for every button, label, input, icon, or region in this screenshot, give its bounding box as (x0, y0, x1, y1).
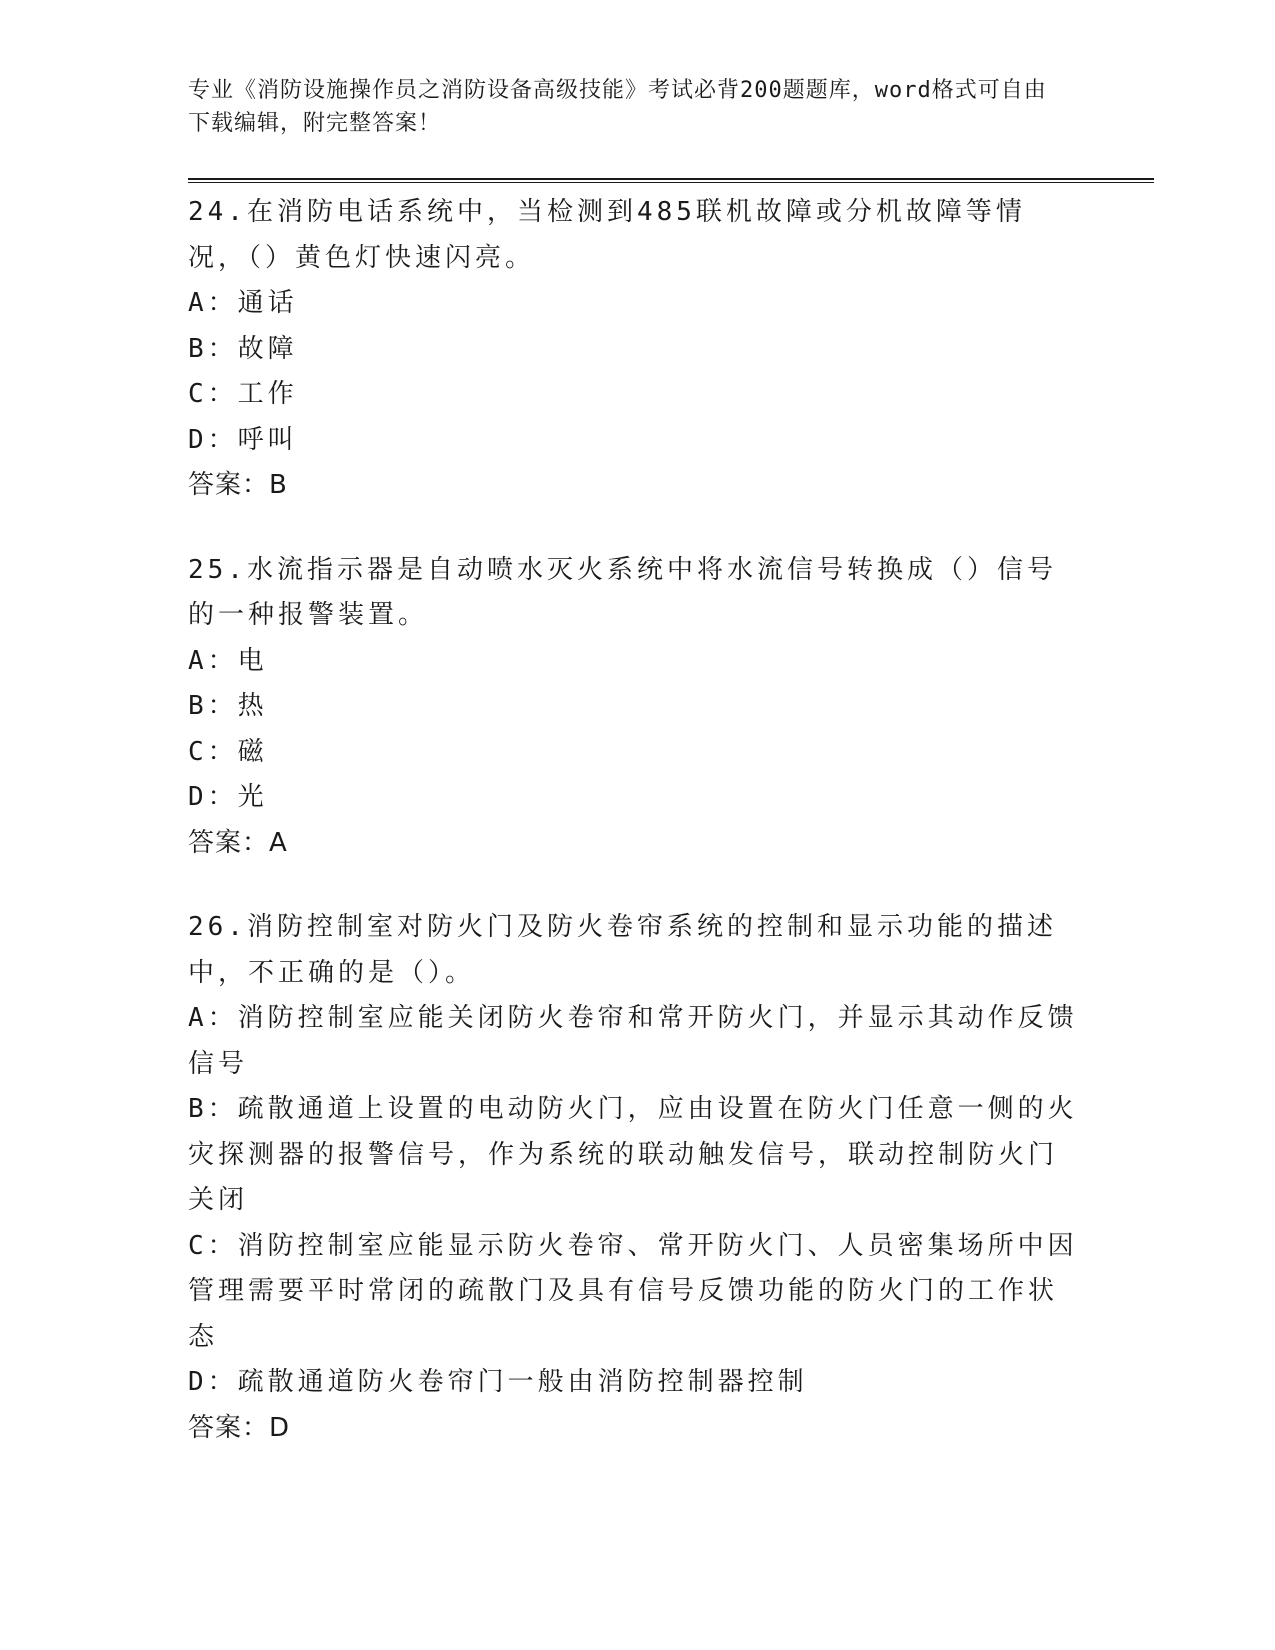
option-d: D：光 (188, 782, 268, 812)
question-25 (188, 548, 1078, 867)
option-b: B：故障 (188, 333, 298, 364)
option-a: A：通话 (188, 288, 298, 318)
question-list (188, 190, 1078, 1490)
question-26 (188, 905, 1078, 1451)
answer-label: 答案：B (188, 470, 288, 500)
option-c: C：工作 (188, 379, 298, 409)
option-d: D：呼叫 (188, 424, 298, 455)
option-b: B：疏散通道上设置的电动防火门，应由设置在防火门任意一侧的火灾探测器的报警信号，作为系统的联动触发信号，联动控制防火门关闭 (188, 1094, 1078, 1215)
document-header: 专业《消防设施操作员之消防设备高级技能》考试必背200题题库，word格式可自由下载编辑，附完整答案！ (188, 78, 1047, 136)
option-b: B：热 (188, 691, 268, 721)
question-stem: 26.消防控制室对防火门及防火卷帘系统的控制和显示功能的描述中，不正确的是（）。 (188, 912, 1057, 988)
question-stem: 24.在消防电话系统中，当检测到485联机故障或分机故障等情况，（）黄色灯快速闪亮。 (188, 197, 1026, 273)
option-d: D：疏散通道防火卷帘门一般由消防控制器控制 (188, 1367, 808, 1397)
option-c: C：消防控制室应能显示防火卷帘、常开防火门、人员密集场所中因管理需要平时常闭的疏散门及具有信号反馈功能的防火门的工作状态 (188, 1230, 1078, 1352)
answer-label: 答案：D (188, 1412, 291, 1443)
option-c: C：磁 (188, 736, 268, 767)
question-stem: 25.水流指示器是自动喷水灭火系统中将水流信号转换成（）信号的一种报警装置。 (188, 554, 1057, 630)
header-divider (188, 178, 1154, 183)
question-24 (188, 190, 1078, 509)
answer-label: 答案：A (188, 827, 288, 858)
option-a: A：消防控制室应能关闭防火卷帘和常开防火门，并显示其动作反馈信号 (188, 1003, 1078, 1079)
option-a: A：电 (188, 645, 268, 676)
